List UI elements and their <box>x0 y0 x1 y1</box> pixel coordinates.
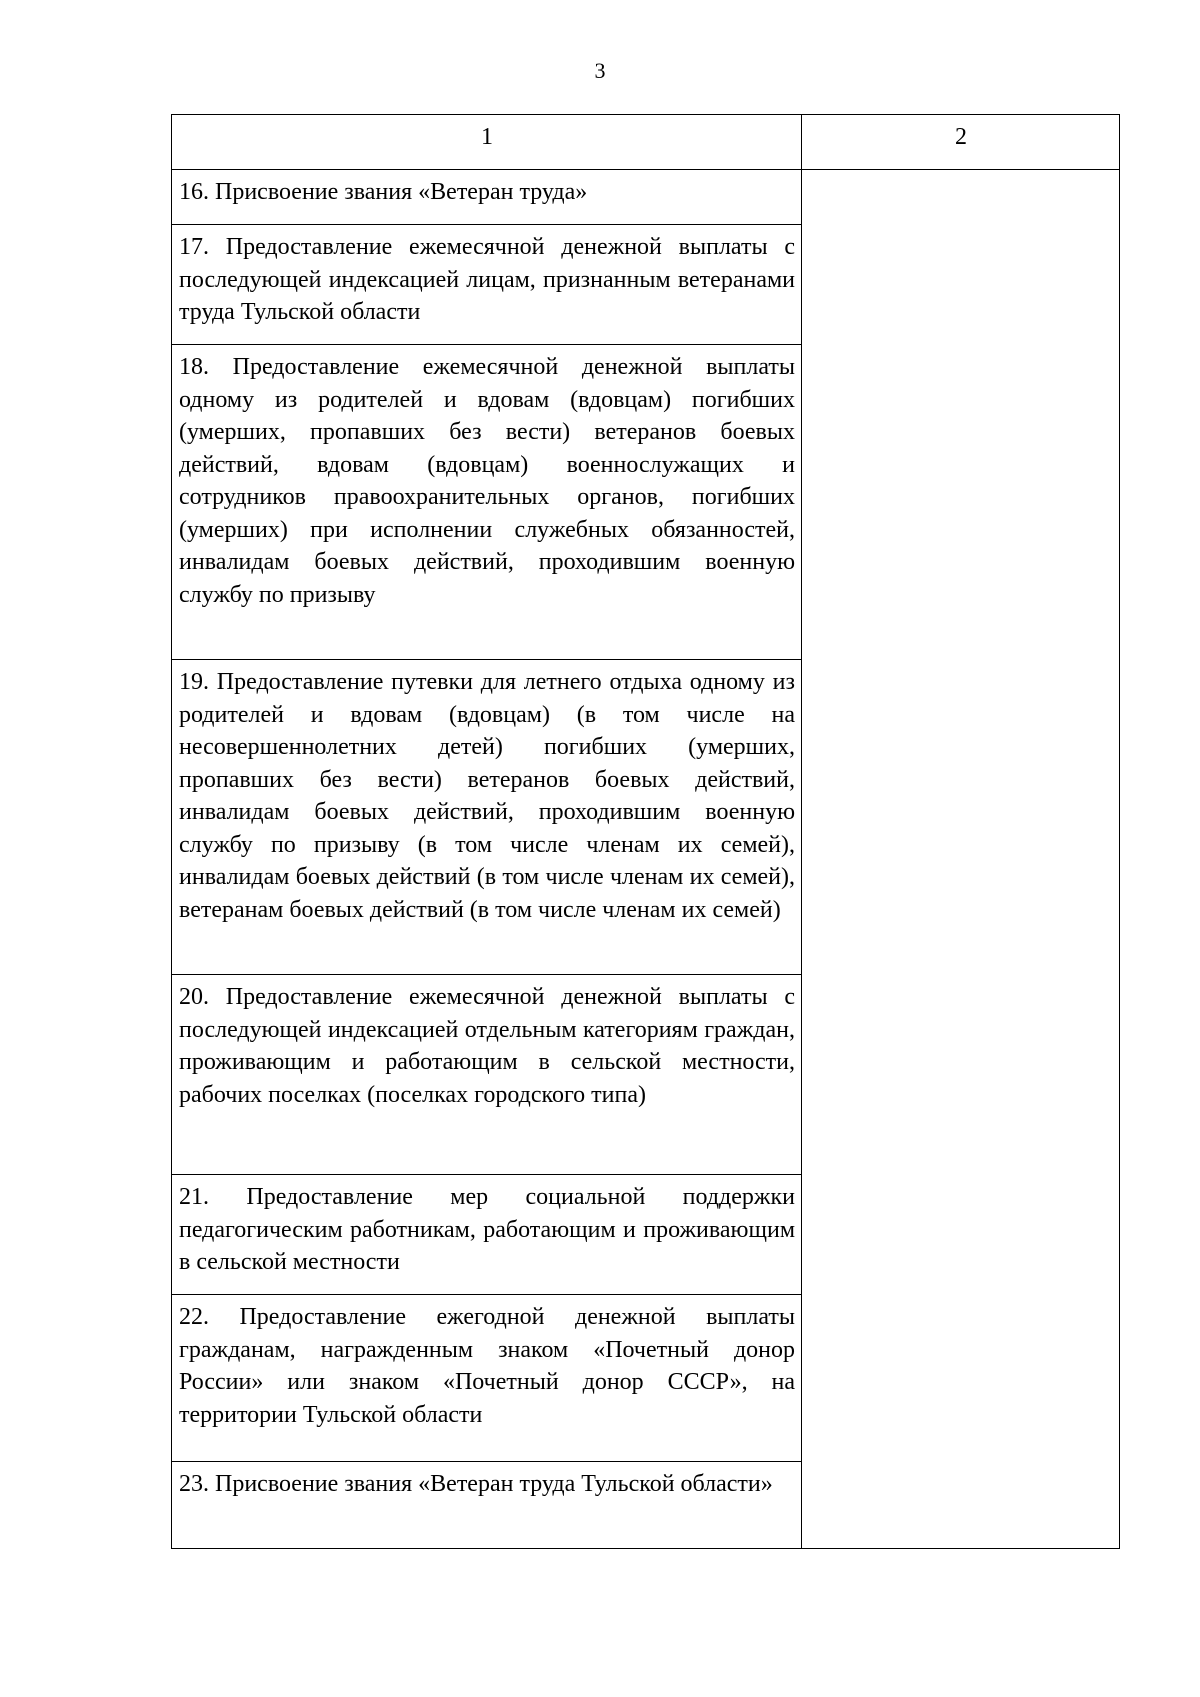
service-item-cell <box>172 1175 802 1295</box>
column-header-1: 1 <box>172 115 802 170</box>
table-header-row <box>172 115 1120 170</box>
page-number: 3 <box>594 58 606 83</box>
service-item-cell <box>172 345 802 660</box>
service-item-cell <box>172 1295 802 1462</box>
services-table <box>171 114 1120 1549</box>
service-item-text: 19. Предоставление путевки для летнего отдыха одному из родителей и вдовам (вдовцам) (в том числе на несовершеннолетних детей) погибших (умерших, пропавших без вести) ветеранов боевых действий, инвалидам боевых действий, проходившим военную службу по призыву (в том числе членам их семей), инвалидам боевых действий (в том числе членам их семей), ветеранам боевых действий (в том числе членам их семей) <box>179 669 795 923</box>
service-item-text: 21. Предоставление мер социальной поддержки педагогическим работникам, работающим и проживающим в сельской местности <box>179 1184 795 1275</box>
service-item-text: 22. Предоставление ежегодной денежной выплаты гражданам, награжденным знаком «Почетный донор России» или знаком «Почетный донор СССР», на территории Тульской области <box>179 1304 795 1428</box>
service-item-cell <box>172 975 802 1175</box>
service-item-cell <box>172 225 802 345</box>
service-item-cell <box>172 170 802 225</box>
service-item-text: 23. Присвоение звания «Ветеран труда Тульской области» <box>179 1471 773 1497</box>
service-item-text: 16. Присвоение звания «Ветеран труда» <box>179 179 588 205</box>
service-item-text: 20. Предоставление ежемесячной денежной выплаты с последующей индексацией отдельным категориям граждан, проживающим и работающим в сельской местности, рабочих поселках (поселках городского типа) <box>179 984 795 1108</box>
service-item-text: 17. Предоставление ежемесячной денежной выплаты с последующей индексацией лицам, признанным ветеранами труда Тульской области <box>179 234 795 325</box>
table-row <box>172 170 1120 225</box>
service-item-text: 18. Предоставление ежемесячной денежной выплаты одному из родителей и вдовам (вдовцам) погибших (умерших, пропавших без вести) ветеранов боевых действий, вдовам (вдовцам) военнослужащих и сотрудников правоохранительных органов, погибших (умерших) при исполнении служебных обязанностей, инвалидам боевых действий, проходившим военную службу по призыву <box>179 354 795 608</box>
column-header-2: 2 <box>802 115 1120 170</box>
column-2-empty-cell <box>802 170 1120 1549</box>
service-item-cell <box>172 1462 802 1549</box>
service-item-cell <box>172 660 802 975</box>
